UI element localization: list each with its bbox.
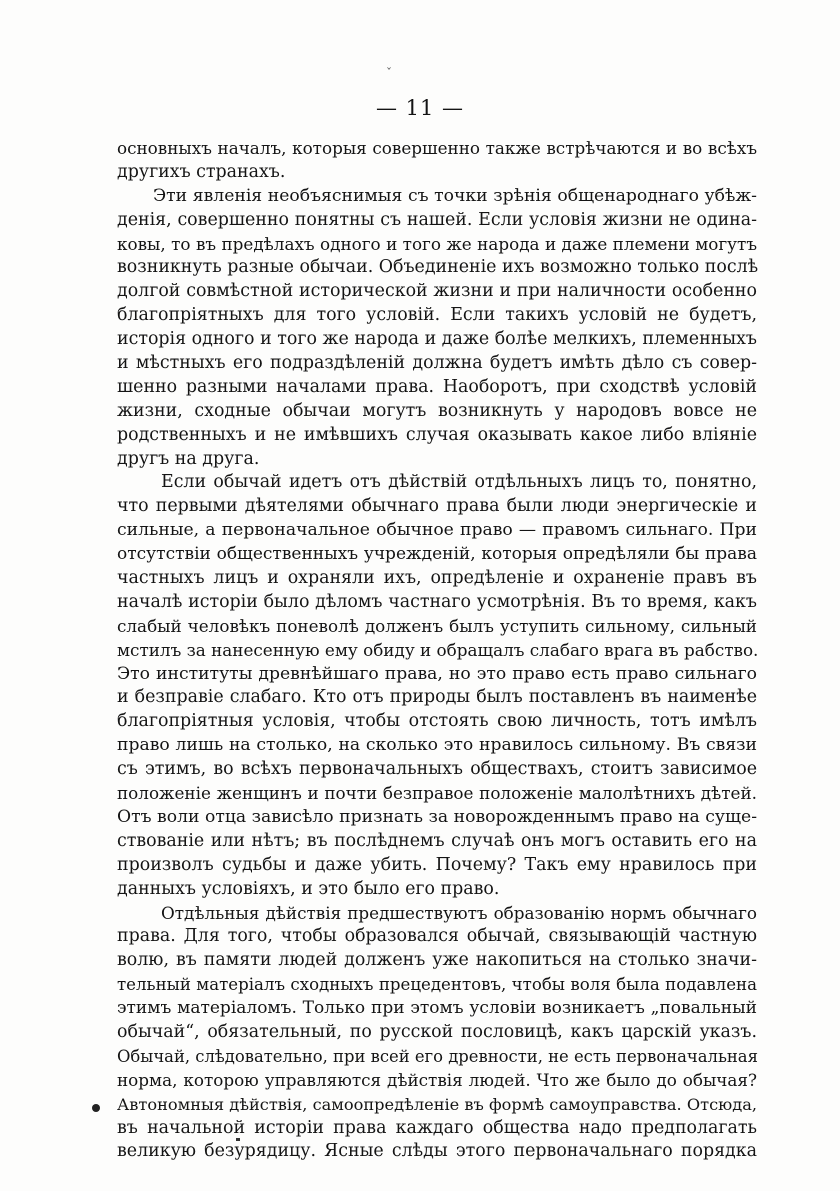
text-line: норма, которою управляются дѣйствія людей. Что же было до обычая? bbox=[117, 1069, 757, 1090]
ink-dot bbox=[92, 1104, 100, 1112]
text-line: денія, совершенно понятны съ нашей. Если условія жизни не одина- bbox=[117, 209, 757, 230]
text-line: жизни, сходные обычаи могутъ возникнуть у народовъ вовсе не bbox=[117, 400, 757, 421]
text-line: возникнуть разные обычаи. Объединеніе ихъ возможно только послѣ bbox=[117, 257, 759, 278]
text-line: благопріятныхъ для того условій. Если такихъ условій не будетъ, bbox=[117, 305, 757, 326]
text-line: другъ на друга. bbox=[117, 448, 260, 469]
text-line: что первыми дѣятелями обычнаго права были люди энергическіе и bbox=[117, 496, 757, 517]
text-line: Автономныя дѣйствія, самоопредѣленіе въ формѣ самоуправства. Отсюда, bbox=[117, 1094, 757, 1114]
text-line: частныхъ лицъ и охраняли ихъ, опредѣленіе и охраненіе правъ въ bbox=[117, 568, 757, 589]
text-line: права. Для того, чтобы образовался обычай, связывающій частную bbox=[117, 926, 757, 947]
text-line: Отдѣльныя дѣйствія предшествуютъ образованію нормъ обычнаго bbox=[161, 902, 757, 923]
text-line: Это институты древнѣйшаго права, но это право есть право сильнаго bbox=[117, 663, 757, 684]
text-line: мстилъ за нанесенную ему обиду и обращалъ слабаго врага въ рабство. bbox=[117, 639, 759, 660]
text-line: съ этимъ, во всѣхъ первоначальныхъ обществахъ, стоитъ зависимое bbox=[117, 759, 757, 780]
text-line: великую безурядицу. Ясные слѣды этого первоначальнаго порядка bbox=[117, 1141, 757, 1162]
text-line: обычай“, обязательный, по русской пословицѣ, какъ царскій указъ. bbox=[117, 1021, 757, 1042]
text-line: другихъ странахъ. bbox=[117, 161, 286, 182]
text-line: и мѣстныхъ его подраздѣленій должна будетъ имѣть дѣло съ совер- bbox=[117, 353, 757, 374]
text-line: отсутствіи общественныхъ учрежденій, которыя опредѣляли бы права bbox=[117, 544, 757, 565]
text-line: Обычай, слѣдовательно, при всей его древности, не есть первоначальная bbox=[117, 1046, 758, 1066]
text-line: въ начальной исторіи права каждаго общества надо предполагать bbox=[117, 1117, 757, 1138]
text-line: и безправіе слабаго. Кто отъ природы былъ поставленъ въ наименѣе bbox=[117, 687, 757, 708]
text-line: право лишь на столько, на сколько это нравилось сильному. Въ связи bbox=[117, 735, 757, 756]
text-line: тельный матеріалъ сходныхъ прецедентовъ, чтобы воля была подавлена bbox=[117, 975, 757, 995]
text-line: Если обычай идетъ отъ дѣйствій отдѣльныхъ лицъ то, понятно, bbox=[161, 472, 757, 493]
text-line: Эти явленія необъяснимыя съ точки зрѣнія общенароднаго убѣж- bbox=[153, 185, 757, 206]
text-line: этимъ матеріаломъ. Только при этомъ условіи возникаетъ „повальный bbox=[117, 998, 757, 1019]
text-line: данныхъ условіяхъ, и это было его право. bbox=[117, 878, 500, 899]
text-line: основныхъ началъ, которыя совершенно также встрѣчаются и во всѣхъ bbox=[117, 138, 757, 158]
body-text bbox=[117, 137, 757, 1164]
text-line: долгой совмѣстной исторической жизни и при наличности особенно bbox=[117, 281, 757, 302]
text-line: произволъ судьбы и даже убить. Почему? Такъ ему нравилось при bbox=[117, 854, 757, 875]
text-line: исторія одного и того же народа и даже болѣе мелкихъ, племенныхъ bbox=[117, 329, 757, 350]
text-line: Отъ воли отца зависѣло признать за новорожденнымъ право на суще- bbox=[117, 806, 757, 827]
text-line: началѣ исторіи было дѣломъ частнаго усмотрѣнія. Въ то время, какъ bbox=[117, 591, 757, 612]
text-line: родственныхъ и не имѣвшихъ случая оказывать какое либо вліяніе bbox=[117, 424, 757, 445]
text-line: шенно разными началами права. Наоборотъ, при сходствѣ условій bbox=[117, 376, 757, 397]
ink-speck bbox=[236, 1138, 240, 1141]
text-line: благопріятныя условія, чтобы отстоять свою личность, тотъ имѣлъ bbox=[117, 711, 757, 732]
ink-mark: ˇ bbox=[386, 66, 392, 80]
text-line: положеніе женщинъ и почти безправое положеніе малолѣтнихъ дѣтей. bbox=[117, 783, 757, 804]
text-line: сильные, а первоначальное обычное право — правомъ сильнаго. При bbox=[117, 520, 757, 541]
page-number-header: — 11 — bbox=[375, 96, 465, 120]
text-line: ковы, то въ предѣлахъ одного и того же народа и даже племени могутъ bbox=[117, 233, 757, 254]
text-line: слабый человѣкъ поневолѣ долженъ былъ уступить сильному, сильный bbox=[117, 615, 757, 636]
text-line: волю, въ памяти людей долженъ уже накопиться на столько значи- bbox=[117, 950, 757, 971]
text-line: ствованіе или нѣтъ; въ послѣднемъ случаѣ онъ могъ оставить его на bbox=[117, 830, 757, 851]
